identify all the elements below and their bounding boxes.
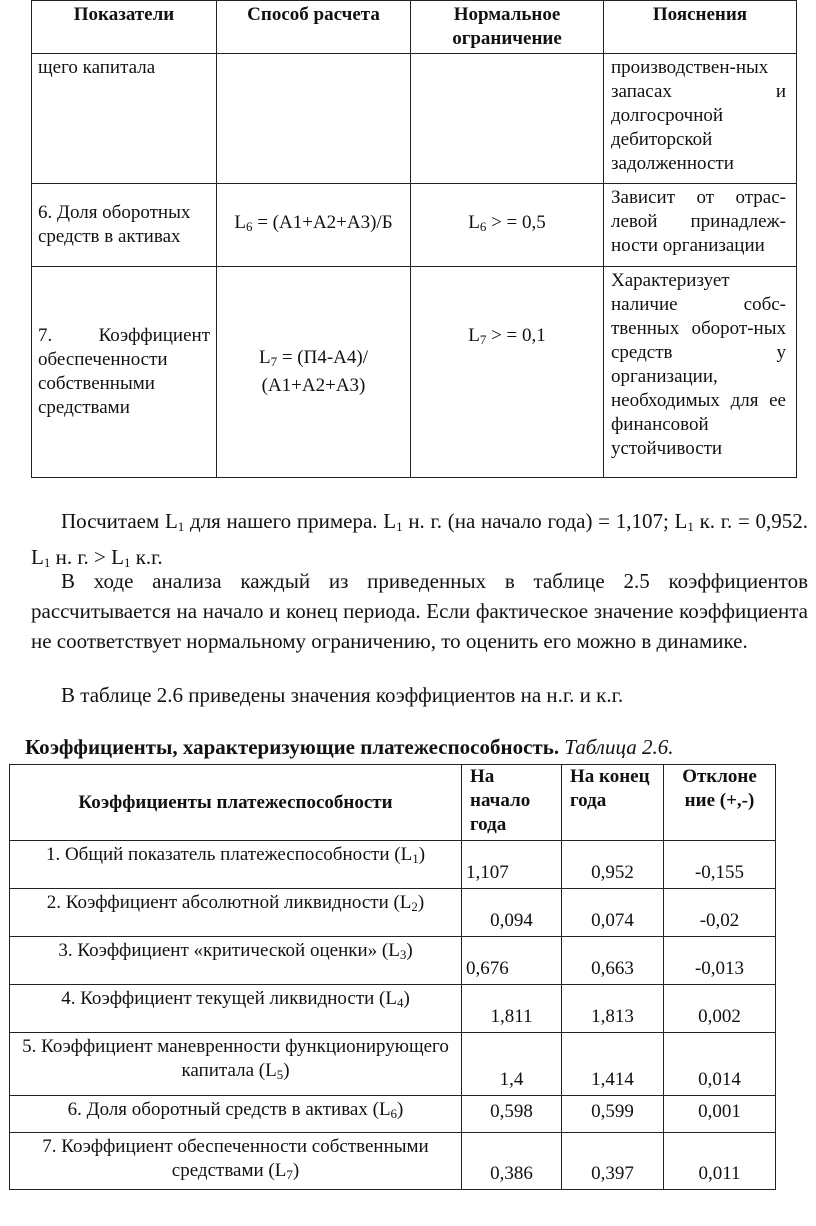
table-row xyxy=(10,1133,776,1190)
value-end-year: 0,397 xyxy=(562,1133,664,1190)
limit-text: > = 0,5 xyxy=(486,212,546,233)
coefficient-name-text: 5. Коэффициент маневренности функционирующего капитала (L xyxy=(22,1036,449,1081)
value-deviation: 0,011 xyxy=(664,1133,776,1190)
caption-title: Коэффициенты, характеризующие платежеспособность. xyxy=(25,735,560,759)
header-end-year: На конец года xyxy=(562,765,664,841)
header-deviation: Отклоне ние (+,-) xyxy=(664,765,776,841)
value-deviation: 0,002 xyxy=(664,985,776,1033)
header-indicators: Показатели xyxy=(32,1,217,54)
coefficient-name-text: 3. Коэффициент «критической оценки» (L xyxy=(58,940,400,961)
header-normal-limit: Нормальное ограничение xyxy=(411,1,604,54)
coefficient-name xyxy=(10,889,462,937)
explanation: Зависит от отрас-левой принадлеж-ности организации xyxy=(604,184,797,267)
value-deviation: -0,013 xyxy=(664,937,776,985)
value-end-year: 1,813 xyxy=(562,985,664,1033)
coefficient-subscript: 7 xyxy=(286,1167,293,1182)
formula-text: = (П4-А4)/ xyxy=(277,347,369,368)
indicator-name-text: 7. Коэффициент обеспеченности собственными средствами xyxy=(38,325,210,418)
coefficient-name-text: 2. Коэффициент абсолютной ликвидности (L xyxy=(46,892,412,913)
coefficient-name-text: 4. Коэффициент текущей ликвидности (L xyxy=(61,988,397,1009)
coefficient-subscript: 3 xyxy=(399,947,407,962)
value-end-year: 0,663 xyxy=(562,937,664,985)
table-row xyxy=(10,985,776,1033)
explanation: Характеризует наличие собс-твенных оборот-ных средств у организации, необходимых для ее финансовой устойчивости xyxy=(604,267,797,478)
paragraph-analysis: В ходе анализа каждый из приведенных в таблице 2.5 коэффициентов рассчитывается на начало и конец периода. Если фактическое значение коэффициента не соответствует нормальному ограничению, то оценить его можно в динамике. xyxy=(31,569,808,653)
table-row xyxy=(32,267,797,478)
symbol: L xyxy=(468,325,480,346)
indicator-name xyxy=(32,267,217,478)
paragraph-l1-example: Посчитаем $L_1$ для нашего примера. $L_1$ н. г. (на начало года) = 1,107; $L_1$ к. г. = 0,952. $L_1$ н. г. > $L_1$ к.г. xyxy=(31,509,808,570)
table-row xyxy=(10,1033,776,1096)
explanation: производствен-ных запасах и долгосрочной дебиторской задолженности xyxy=(604,54,797,184)
coefficient-name xyxy=(10,937,462,985)
value-start-year: 0,676 xyxy=(462,937,562,985)
coefficient-name-text: 7. Коэффициент обеспеченности собственными средствами (L xyxy=(42,1136,429,1181)
value-start-year: 1,811 xyxy=(462,985,562,1033)
symbol: L xyxy=(258,347,271,368)
coefficient-name-tail: ) xyxy=(417,892,425,913)
formula-text: = (А1+А2+А3)/Б xyxy=(252,212,393,233)
normal-limit xyxy=(411,184,604,267)
value-end-year: 1,414 xyxy=(562,1033,664,1096)
coefficient-name-tail: ) xyxy=(397,1099,404,1120)
symbol-subscript: 7 xyxy=(270,354,278,369)
table-row xyxy=(10,889,776,937)
table-row xyxy=(10,841,776,889)
symbol: L xyxy=(234,212,246,233)
coefficient-subscript: 6 xyxy=(390,1106,398,1121)
coefficient-name-text: 1. Общий показатель платежеспособности (L xyxy=(45,844,413,865)
coefficient-name-tail: ) xyxy=(283,1060,290,1081)
coefficient-name xyxy=(10,1033,462,1096)
table-caption xyxy=(25,732,815,762)
coefficient-name-tail: ) xyxy=(403,988,410,1009)
formula-line2: (А1+А2+А3) xyxy=(261,375,366,396)
symbol: L xyxy=(468,212,480,233)
value-deviation: -0,02 xyxy=(664,889,776,937)
indicator-name: 6. Доля оборотных средств в активах xyxy=(32,184,217,267)
symbol-subscript: 6 xyxy=(479,219,487,234)
header-coefficients: Коэффициенты платежеспособности xyxy=(10,765,462,841)
value-start-year: 0,598 xyxy=(462,1096,562,1133)
coefficient-subscript: 2 xyxy=(411,899,418,914)
coefficient-name-text: 6. Доля оборотный средств в активах (L xyxy=(67,1099,391,1120)
paragraph-table-intro: В таблице 2.6 приведены значения коэффициентов на н.г. и к.г. xyxy=(61,683,624,707)
calc-method xyxy=(217,267,411,478)
value-end-year: 0,952 xyxy=(562,841,664,889)
value-deviation: 0,014 xyxy=(664,1033,776,1096)
indicators-table xyxy=(31,0,797,478)
indicator-name: щего капитала xyxy=(32,54,217,184)
calc-method xyxy=(217,184,411,267)
header-explanations: Пояснения xyxy=(604,1,797,54)
coefficient-subscript: 1 xyxy=(412,851,419,866)
table-row xyxy=(10,1096,776,1133)
coefficient-name-tail: ) xyxy=(292,1160,300,1181)
coefficients-table-header xyxy=(10,765,776,841)
value-start-year: 0,386 xyxy=(462,1133,562,1190)
value-start-year: 1,4 xyxy=(462,1033,562,1096)
header-start-year: На начало года xyxy=(462,765,562,841)
table-row xyxy=(32,184,797,267)
caption-table-label: Таблица 2.6. xyxy=(564,735,674,759)
normal-limit xyxy=(411,267,604,478)
table-row xyxy=(32,54,797,184)
header-calc-method: Способ расчета xyxy=(217,1,411,54)
normal-limit xyxy=(411,54,604,184)
coefficient-subscript: 5 xyxy=(276,1067,284,1082)
indicators-table-header xyxy=(32,1,797,54)
coefficient-name xyxy=(10,1096,462,1133)
coefficient-name xyxy=(10,1133,462,1190)
calc-method xyxy=(217,54,411,184)
value-end-year: 0,074 xyxy=(562,889,664,937)
symbol-subscript: 7 xyxy=(479,332,487,347)
table-row xyxy=(10,937,776,985)
coefficient-name-tail: ) xyxy=(406,940,413,961)
value-start-year: 1,107 xyxy=(462,841,562,889)
limit-text: > = 0,1 xyxy=(486,325,546,346)
coefficients-table xyxy=(9,764,776,1190)
value-deviation: -0,155 xyxy=(664,841,776,889)
value-deviation: 0,001 xyxy=(664,1096,776,1133)
value-end-year: 0,599 xyxy=(562,1096,664,1133)
value-start-year: 0,094 xyxy=(462,889,562,937)
coefficient-name-tail: ) xyxy=(418,844,426,865)
coefficient-name xyxy=(10,985,462,1033)
symbol-subscript: 6 xyxy=(245,219,253,234)
coefficient-subscript: 4 xyxy=(396,995,404,1010)
coefficient-name xyxy=(10,841,462,889)
